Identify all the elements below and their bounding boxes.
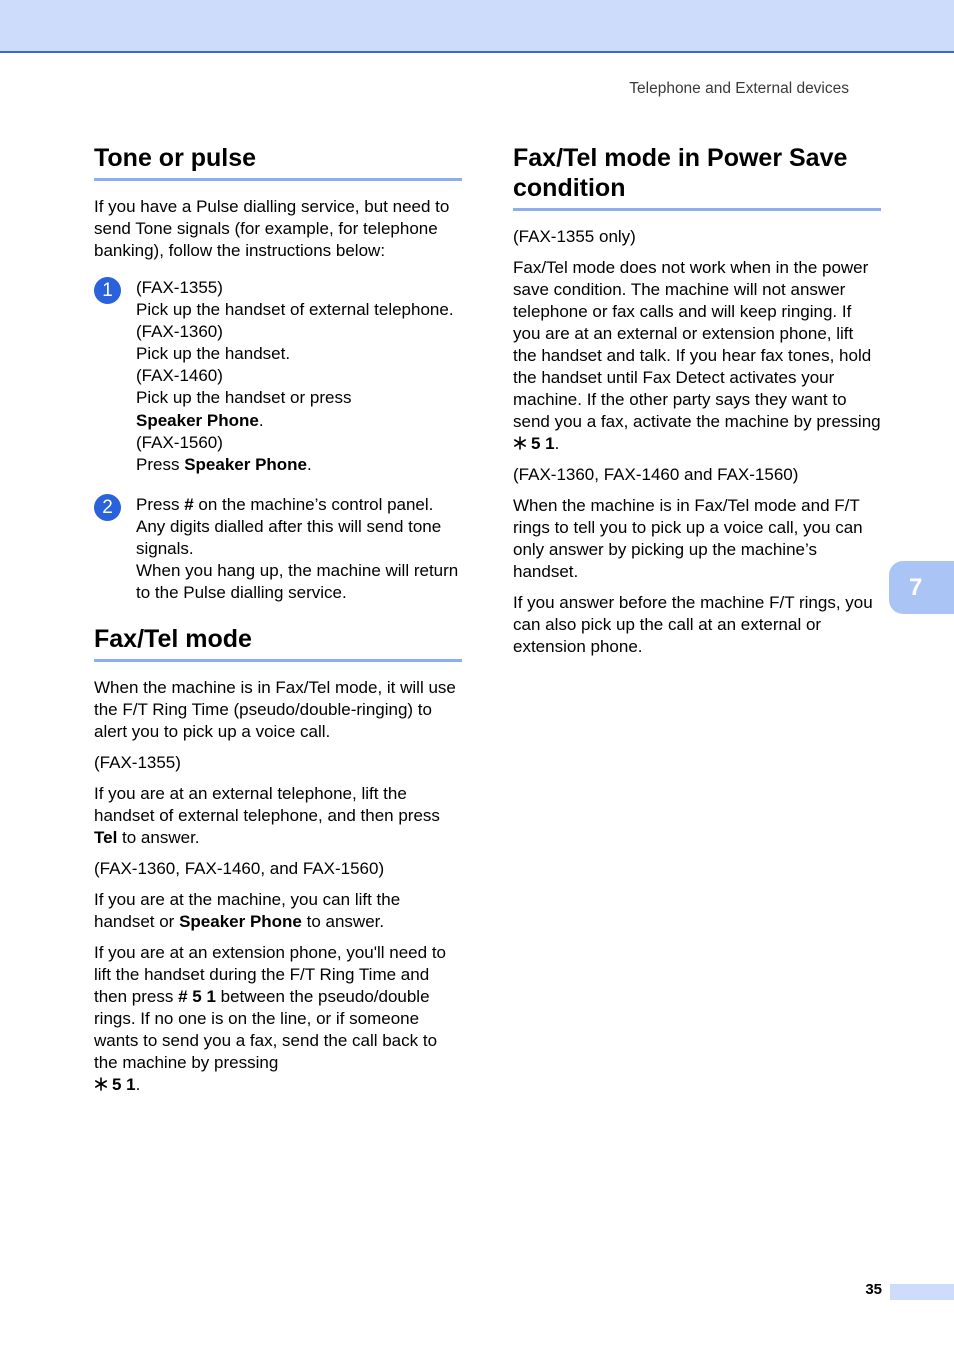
left-column: [94, 143, 462, 1096]
text: between the pseudo/double rings. If no one is on the line, or if someone wants to send you a fax, send the call back to the machine by pressing: [94, 987, 438, 1073]
text: to answer.: [301, 912, 385, 932]
model-label: (FAX-1560): [136, 432, 223, 452]
asterisk-key-icon: [513, 436, 527, 450]
power-save-paragraph: When the machine is in Fax/Tel mode and F/T rings to tell you to pick up a voice call, you can only answer by picking up the machine’s handset.: [513, 496, 863, 581]
model-label: (FAX-1360, FAX-1460, and FAX-1560): [94, 859, 385, 879]
punctuation: .: [135, 1075, 141, 1095]
punctuation: .: [307, 454, 312, 474]
footer-bar: [890, 1284, 954, 1300]
key-name: Speaker Phone: [184, 454, 308, 474]
key-name: 5 1: [531, 434, 555, 453]
step-2: [94, 494, 462, 604]
step-1: [94, 277, 462, 476]
instruction: on the machine’s control panel.: [193, 494, 434, 514]
fax-tel-paragraph: [94, 889, 462, 933]
asterisk-key-icon: [94, 1077, 108, 1091]
text: If you are at an extension phone, you'll need to lift the handset during the F/T Ring Time and then press: [94, 943, 446, 1007]
fax-tel-paragraph: [94, 942, 462, 1096]
model-label: (FAX-1360, FAX-1460 and FAX-1560): [513, 465, 799, 484]
key-name: 5 1: [112, 1075, 136, 1095]
text: If you are at an external telephone, lift the handset of external telephone, and then press: [94, 784, 440, 826]
step-number-badge: 1: [94, 277, 121, 304]
right-column: [513, 143, 881, 658]
model-label: (FAX-1460): [136, 366, 223, 386]
step-2-text: [136, 494, 462, 604]
model-label: (FAX-1360): [136, 322, 223, 342]
key-name: Speaker Phone: [136, 410, 259, 430]
step-1-text: [136, 277, 462, 476]
model-label: (FAX-1355 only): [513, 227, 636, 246]
step-number-badge: 2: [94, 494, 121, 521]
instruction: When you hang up, the machine will return to the Pulse dialling service.: [136, 561, 459, 603]
section-title-power-save: Fax/Tel mode in Power Save condition: [513, 143, 881, 211]
power-save-paragraph: [513, 257, 881, 455]
key-name: # 5 1: [178, 987, 216, 1007]
key-name: Speaker Phone: [179, 912, 302, 932]
fax-tel-paragraph: [94, 783, 462, 849]
section-title-tone-or-pulse: Tone or pulse: [94, 143, 462, 181]
instruction: Any digits dialled after this will send tone signals.: [136, 516, 442, 559]
instruction: Pick up the handset.: [136, 344, 291, 364]
instruction: Press: [136, 454, 185, 474]
instruction: Pick up the handset of external telephone.: [136, 300, 454, 320]
fax-tel-paragraph: When the machine is in Fax/Tel mode, it will use the F/T Ring Time (pseudo/double-ringing) to alert you to pick up a voice call.: [94, 678, 456, 742]
power-save-paragraph: If you answer before the machine F/T rings, you can also pick up the call at an external or extension phone.: [513, 593, 873, 656]
header-band: [0, 0, 954, 53]
key-name: Tel: [94, 828, 118, 848]
model-label: (FAX-1355): [94, 753, 181, 773]
instruction: Press: [136, 494, 185, 514]
page-number: 35: [865, 1281, 882, 1298]
chapter-tab: 7: [889, 561, 954, 614]
text: to answer.: [117, 828, 200, 848]
punctuation: .: [554, 434, 560, 453]
instruction: Pick up the handset or press: [136, 388, 352, 408]
running-header: Telephone and External devices: [629, 80, 849, 97]
tone-pulse-intro: If you have a Pulse dialling service, but need to send Tone signals (for example, for telephone banking), follow the instructions below:: [94, 197, 450, 260]
model-label: (FAX-1355): [136, 278, 223, 297]
key-name: #: [184, 494, 194, 514]
section-title-fax-tel-mode: Fax/Tel mode: [94, 624, 462, 662]
text: Fax/Tel mode does not work when in the power save condition. The machine will not answer telephone or fax calls and will keep ringing. If you are at an external or extension phone, lift the handset and talk. If you hear fax tones, hold the handset until Fax Detect activates your machine. If the other party says they want to send you a fax, activate the machine by pressing: [513, 258, 881, 431]
text: If you are at the machine, you can lift the handset or: [94, 890, 401, 932]
punctuation: .: [258, 410, 264, 430]
